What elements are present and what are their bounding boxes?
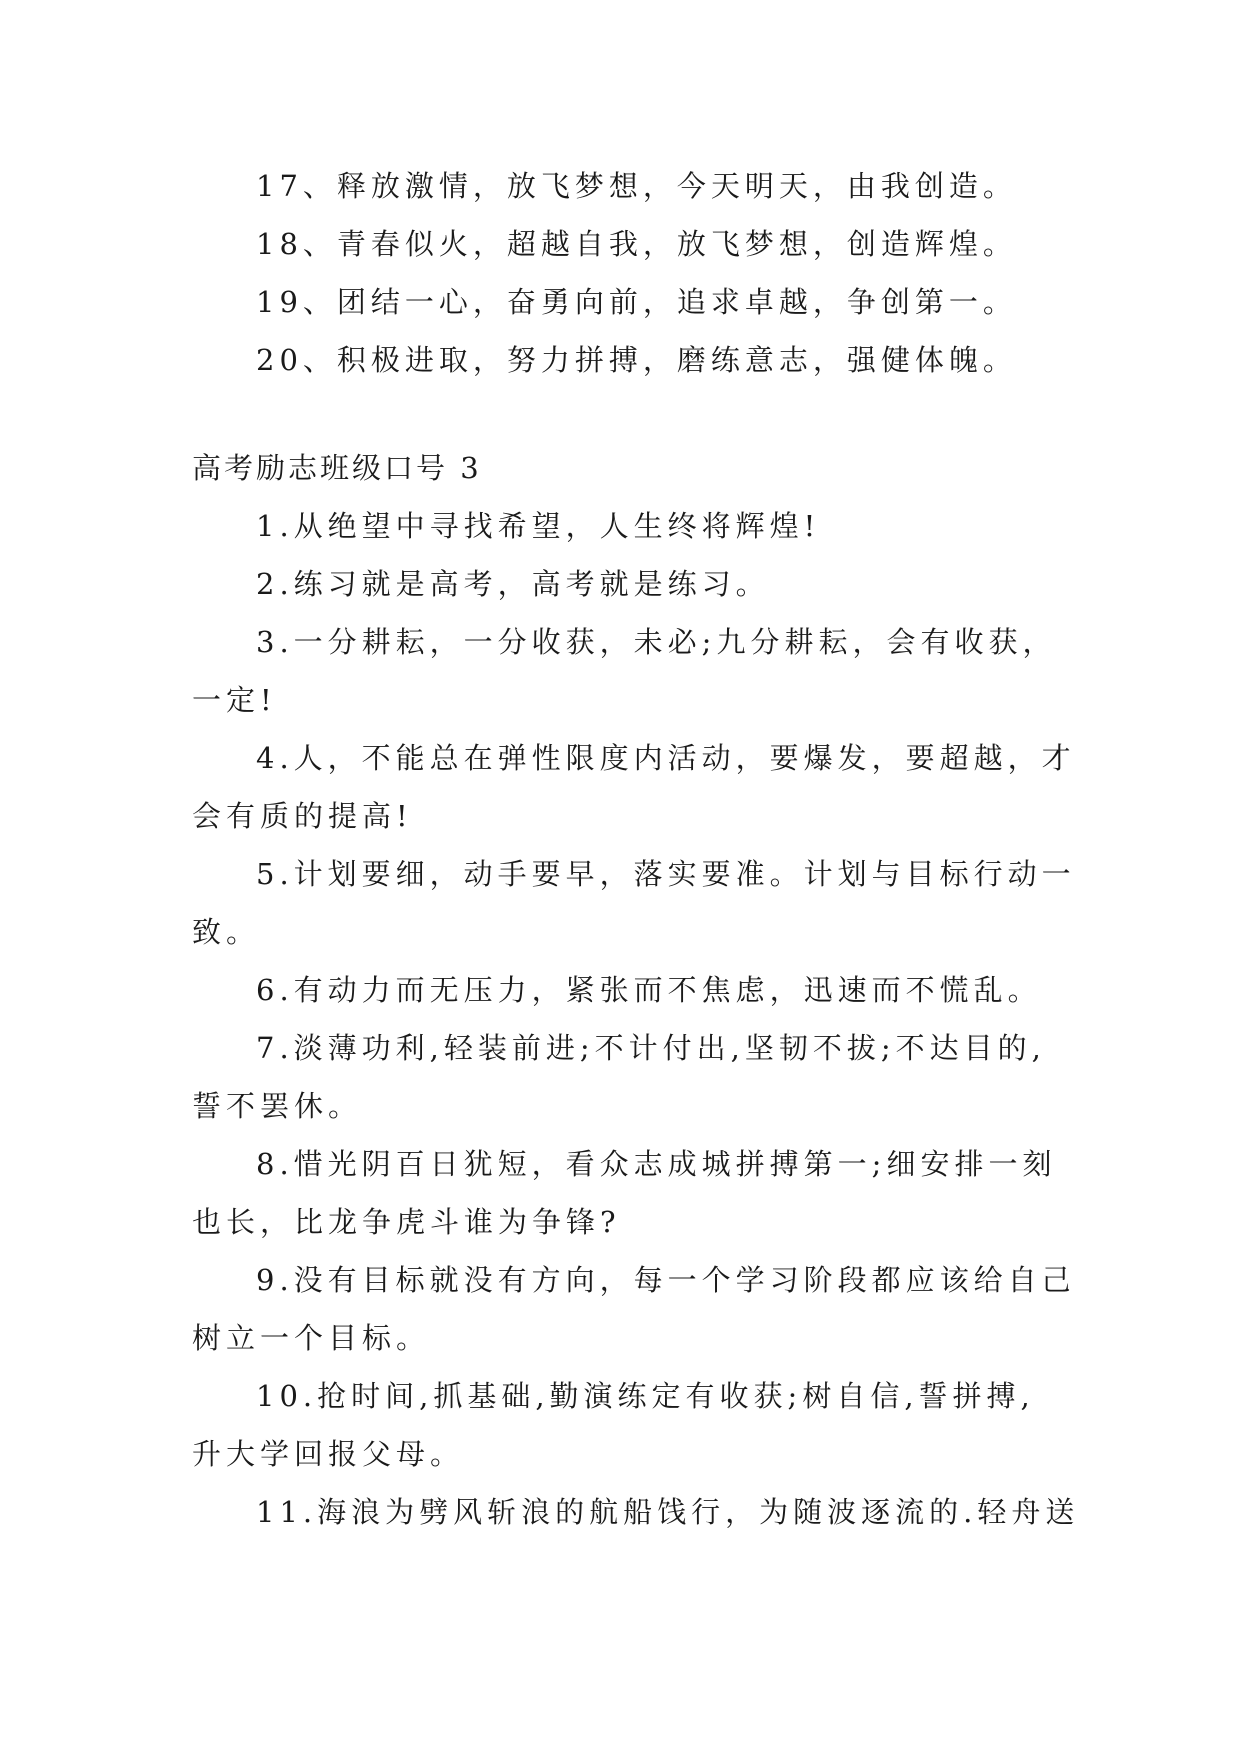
slogan-item-11: 11.海浪为劈风斩浪的航船饯行，为随波逐流的.轻舟送 — [256, 1495, 1080, 1529]
slogan-item-6: 6.有动力而无压力，紧张而不焦虑，迅速而不慌乱。 — [256, 973, 1042, 1007]
slogan-line-19: 19、团结一心，奋勇向前，追求卓越，争创第一。 — [256, 285, 1017, 319]
slogan-item-7-continued: 誓不罢休。 — [192, 1089, 363, 1123]
slogan-item-1: 1.从绝望中寻找希望，人生终将辉煌! — [256, 509, 821, 543]
slogan-line-17: 17、释放激情，放飞梦想，今天明天，由我创造。 — [256, 169, 1017, 203]
slogan-line-18: 18、青春似火，超越自我，放飞梦想，创造辉煌。 — [256, 227, 1017, 261]
slogan-item-5: 5.计划要细，动手要早，落实要准。计划与目标行动一 — [256, 857, 1076, 891]
section-title: 高考励志班级口号 3 — [192, 451, 482, 485]
slogan-item-9: 9.没有目标就没有方向，每一个学习阶段都应该给自己 — [256, 1263, 1076, 1297]
slogan-item-10: 10.抢时间,抓基础,勤演练定有收获;树自信,誓拼搏, — [256, 1379, 1035, 1413]
slogan-item-9-continued: 树立一个目标。 — [192, 1321, 431, 1355]
slogan-item-2: 2.练习就是高考，高考就是练习。 — [256, 567, 770, 601]
slogan-item-10-continued: 升大学回报父母。 — [192, 1437, 465, 1471]
slogan-item-7: 7.淡薄功利,轻装前进;不计付出,坚韧不拔;不达目的, — [256, 1031, 1046, 1065]
slogan-item-4-continued: 会有质的提高! — [192, 799, 413, 833]
slogan-item-8: 8.惜光阴百日犹短，看众志成城拼搏第一;细安排一刻 — [256, 1147, 1057, 1181]
slogan-item-8-continued: 也长，比龙争虎斗谁为争锋? — [192, 1205, 621, 1239]
slogan-item-3: 3.一分耕耘，一分收获，未必;九分耕耘，会有收获， — [256, 625, 1057, 659]
slogan-item-5-continued: 致。 — [192, 915, 261, 949]
slogan-item-4: 4.人，不能总在弹性限度内活动，要爆发，要超越，才 — [256, 741, 1076, 775]
slogan-line-20: 20、积极进取，努力拼搏，磨练意志，强健体魄。 — [256, 343, 1017, 377]
slogan-item-3-continued: 一定! — [192, 683, 277, 717]
